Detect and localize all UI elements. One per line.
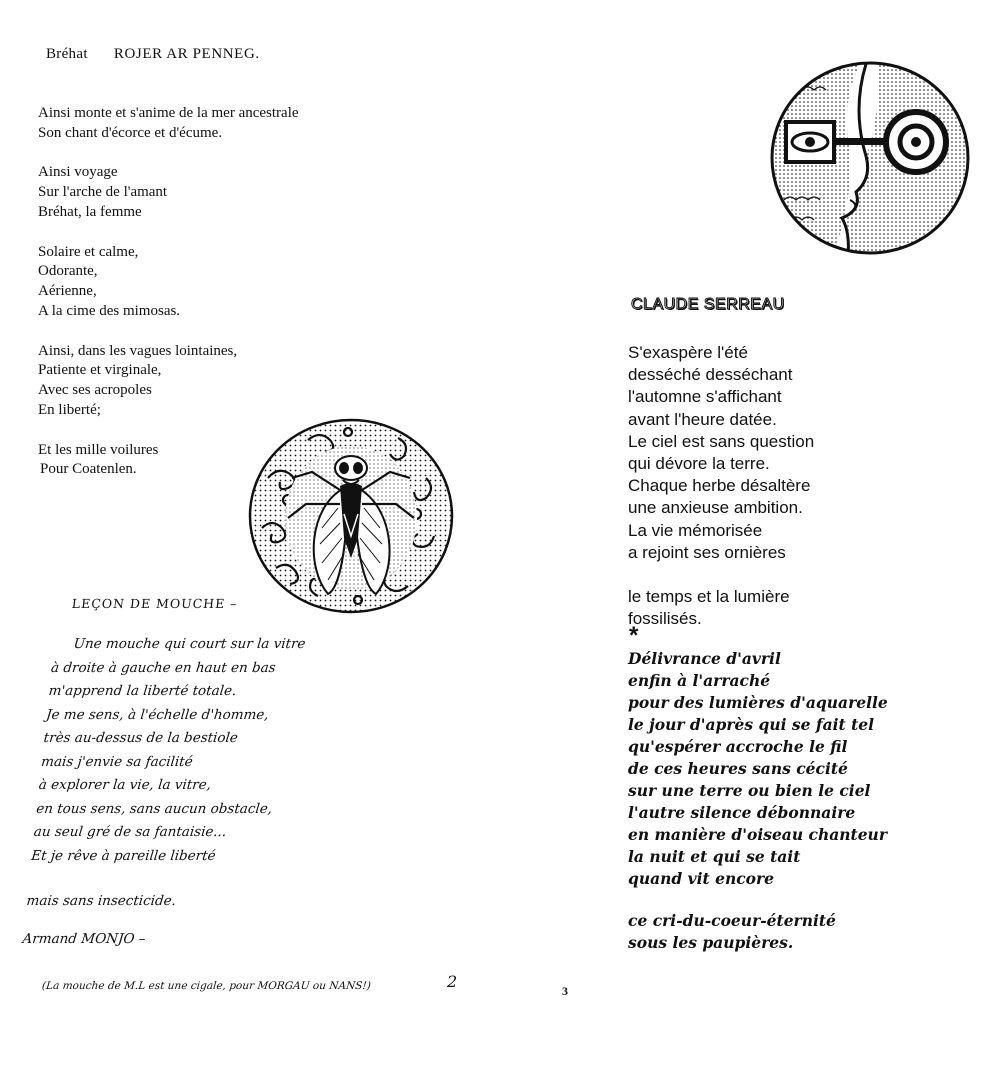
hand-poem-line: à explorer la vie, la vitre,	[37, 777, 212, 793]
poem-line: sur une terre ou bien le ciel	[628, 781, 871, 800]
poem-line: Odorante,	[38, 263, 98, 280]
poem-line: Bréhat, la femme	[38, 203, 142, 220]
hand-poem-line: très au-dessus de la bestiole	[42, 730, 239, 746]
poem-line: Chaque herbe désaltère	[628, 476, 811, 496]
poem-line: Avec ses acropoles	[38, 382, 152, 399]
section-separator: *	[629, 622, 639, 649]
poem-line: quand vit encore	[628, 869, 775, 888]
stanza	[38, 163, 299, 222]
poem-author: ROJER AR PENNEG.	[113, 46, 260, 62]
poem-line: l'automne s'affichant	[628, 387, 782, 407]
poem-line: S'exaspère l'été	[628, 343, 748, 362]
poem-line: Aérienne,	[38, 283, 97, 300]
hand-poem-line: m'apprend la liberté totale.	[47, 683, 238, 699]
poem-line: A la cime des mimosas.	[38, 302, 181, 319]
poem-line: Patiente et virginale,	[38, 362, 162, 379]
hand-poem-line: au seul gré de sa fantaisie...	[33, 824, 228, 840]
poem-line: sous les paupières.	[628, 933, 794, 952]
poem-line: Ainsi, dans les vagues lointaines,	[38, 342, 238, 359]
poem-line: en manière d'oiseau chanteur	[628, 825, 887, 844]
poem-line: Son chant d'écorce et d'écume.	[38, 124, 223, 141]
fly-illustration	[248, 418, 454, 614]
poem-line: Ainsi voyage	[38, 164, 118, 181]
poem-line: Pour Coatenlen.	[40, 461, 137, 478]
poem-line: ce cri-du-coeur-éternité	[628, 911, 836, 930]
poem-line: Ainsi monte et s'anime de la mer ancestrale	[38, 105, 299, 121]
hand-poem-line: à droite à gauche en haut en bas	[50, 659, 277, 676]
stanza	[38, 342, 299, 421]
poem-line: de ces heures sans cécité	[628, 759, 848, 778]
author-title: CLAUDE SERREAU	[631, 296, 785, 313]
face-illustration	[770, 60, 970, 256]
left-header	[46, 46, 260, 63]
poem-line: Délivrance d'avril	[628, 649, 781, 668]
poem-line: desséché desséchant	[628, 365, 793, 385]
stanza	[38, 243, 299, 322]
poem-line: avant l'heure datée.	[628, 409, 777, 429]
poem-line: Solaire et calme,	[38, 243, 139, 260]
hand-poem-line: Une mouche qui court sur la vitre	[72, 636, 307, 652]
hand-poem-line: Je me sens, à l'échelle d'homme,	[45, 706, 270, 723]
poem-serreau	[628, 342, 814, 630]
poem-place: Bréhat	[46, 46, 88, 62]
page-number-right: 3	[562, 984, 568, 998]
hand-poem-title: LEÇON DE MOUCHE –	[71, 596, 239, 611]
poem-line: La vie mémorisée	[628, 520, 763, 540]
poem-line: Sur l'arche de l'amant	[38, 184, 168, 201]
footnote: (La mouche de M.L est une cigale, pour MORGAU ou NANS!)	[41, 980, 372, 992]
poem-line: enfin à l'arraché	[628, 671, 771, 690]
poem-delivrance	[628, 648, 888, 954]
poem-line: la nuit et qui se tait	[628, 847, 801, 866]
poem-line: qu'espérer accroche le fil	[628, 737, 848, 756]
poem-line: a rejoint ses ornières	[628, 542, 786, 562]
poem-line: une anxieuse ambition.	[628, 498, 803, 518]
poem-line: Le ciel est sans question	[628, 431, 815, 451]
page-number-left: 2	[447, 972, 458, 991]
poem-line: l'autre silence débonnaire	[628, 803, 856, 822]
stanza	[38, 104, 299, 144]
poem-line: le jour d'après qui se fait tel	[628, 715, 874, 734]
hand-poem-line: mais j'envie sa facilité	[40, 753, 194, 770]
poem-line: En liberté;	[38, 401, 101, 418]
handwritten-poem	[21, 596, 498, 951]
poem-line: pour des lumières d'aquarelle	[628, 693, 888, 712]
hand-poem-signature: Armand MONJO –	[21, 930, 147, 947]
poem-line: qui dévore la terre.	[628, 454, 770, 474]
hand-poem-last-line: mais sans insecticide.	[25, 893, 177, 909]
poem-line: le temps et la lumière	[628, 587, 790, 607]
poem-line: Et les mille voilures	[38, 441, 159, 458]
hand-poem-line: Et je rêve à pareille liberté	[30, 847, 217, 864]
poem-line: fossilisés.	[628, 609, 702, 629]
hand-poem-line: en tous sens, sans aucun obstacle,	[35, 800, 273, 817]
